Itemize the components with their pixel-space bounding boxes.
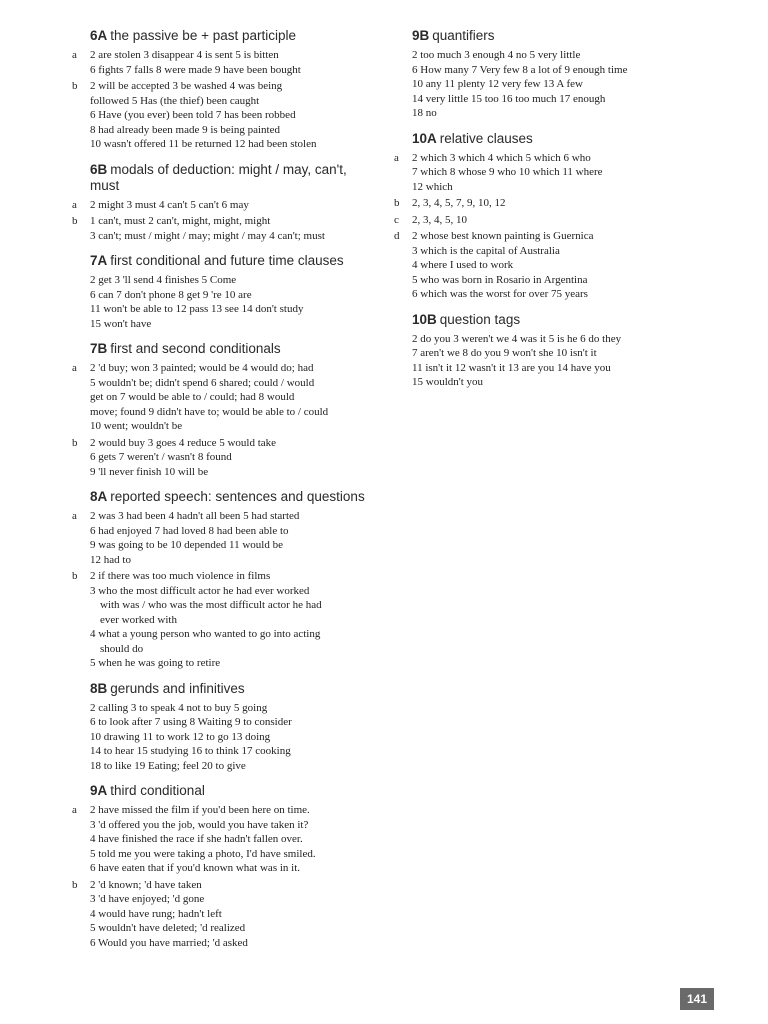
answer-line: with was / who was the most difficult actor he had <box>100 599 322 611</box>
answer-line: 18 no <box>412 107 437 119</box>
answer-line: 2, 3, 4, 5, 10 <box>412 213 467 226</box>
part-label: b <box>72 878 78 891</box>
answer-line: 6 to look after 7 using 8 Waiting 9 to consider <box>90 716 292 728</box>
answer-line: 10 went; wouldn't be <box>90 420 183 432</box>
section-code: 7B <box>90 341 108 356</box>
answer-line: 10 wasn't offered 11 be returned 12 had been stolen <box>90 138 317 150</box>
section-7a <box>72 253 372 331</box>
answer-line: 2 will be accepted 3 be washed 4 was being <box>90 80 283 92</box>
section-title: first conditional and future time clauses <box>110 253 344 268</box>
answer-line: 2 calling 3 to speak 4 not to buy 5 going <box>90 701 268 714</box>
answer-line: 7 which 8 whose 9 who 10 which 11 where <box>412 166 603 178</box>
answer-line: 3 who the most difficult actor he had ever worked <box>90 584 310 597</box>
answer-part <box>394 213 724 228</box>
section-code: 10B <box>412 311 437 327</box>
answer-line: 5 who was born in Rosario in Argentina <box>412 273 588 286</box>
answer-line: 5 wouldn't have deleted; 'd realized <box>90 922 246 934</box>
answer-line: 3 'd offered you the job, would you have taken it? <box>90 818 309 831</box>
section-code: 6B <box>90 161 108 177</box>
part-label: b <box>394 197 400 209</box>
answer-line: ever worked with <box>100 613 177 626</box>
answer-line: 2 have missed the film if you'd been here on time. <box>90 804 310 816</box>
part-label: a <box>72 198 77 211</box>
answer-line: 11 won't be able to 12 pass 13 see 14 don't study <box>90 303 304 315</box>
section-9a <box>72 783 372 950</box>
answer-part <box>394 332 724 390</box>
answer-lines <box>412 196 724 211</box>
section-9b <box>394 28 724 121</box>
answer-line: 12 had to <box>90 553 131 566</box>
answer-line: 6 Have (you ever) been told 7 has been robbed <box>90 109 296 121</box>
answer-line: 2 get 3 'll send 4 finishes 5 Come <box>90 274 237 286</box>
answer-lines <box>90 509 372 567</box>
answer-part <box>394 229 724 302</box>
answer-line: 8 had already been made 9 is being painted <box>90 123 280 136</box>
answer-line: 4 have finished the race if she hadn't fallen over. <box>90 833 303 845</box>
answer-line: 18 to like 19 Eating; feel 20 to give <box>90 759 246 772</box>
answer-line: 4 would have rung; hadn't left <box>90 907 222 920</box>
section-title: third conditional <box>110 783 205 798</box>
section-title: question tags <box>439 311 521 327</box>
part-label: a <box>72 362 77 374</box>
part-label: b <box>72 436 78 449</box>
answer-lines <box>90 361 372 434</box>
answer-lines <box>90 214 372 243</box>
answer-part <box>394 196 724 211</box>
section-heading <box>90 489 372 505</box>
answer-line: 2 are stolen 3 disappear 4 is sent 5 is bitten <box>90 49 279 61</box>
answer-part <box>72 361 372 434</box>
answer-line: 12 which <box>412 180 453 193</box>
section-code: 7A <box>90 253 108 268</box>
right-column <box>394 28 724 400</box>
answer-lines <box>90 48 372 77</box>
answer-line: 6 can 7 don't phone 8 get 9 're 10 are <box>90 288 252 301</box>
answer-lines <box>90 803 372 876</box>
answer-line: 2 might 3 must 4 can't 5 can't 6 may <box>90 198 249 211</box>
answer-part <box>394 151 724 195</box>
section-heading <box>412 312 724 328</box>
section-code: 6A <box>90 28 108 43</box>
answer-line: 2 was 3 had been 4 hadn't all been 5 had started <box>90 510 300 522</box>
answer-part <box>72 198 372 213</box>
answer-line: 5 when he was going to retire <box>90 657 221 669</box>
section-heading <box>90 253 372 269</box>
answer-line: 2 which 3 which 4 which 5 which 6 who <box>412 151 591 164</box>
answer-part <box>72 509 372 567</box>
answer-lines <box>412 332 724 390</box>
answer-line: should do <box>100 642 144 655</box>
answer-part <box>72 701 372 774</box>
section-10b <box>394 312 724 390</box>
answer-line: 7 aren't we 8 do you 9 won't she 10 isn't it <box>412 347 597 359</box>
answer-line: 6 fights 7 falls 8 were made 9 have been bought <box>90 63 301 76</box>
section-title: the passive be + past participle <box>110 28 297 43</box>
answer-line: get on 7 would be able to / could; had 8 would <box>90 391 295 403</box>
answer-line: 5 told me you were taking a photo, I'd have smiled. <box>90 847 316 860</box>
answer-part <box>72 436 372 480</box>
part-label: b <box>72 215 78 227</box>
answer-part <box>72 803 372 876</box>
answer-lines <box>90 198 372 213</box>
answer-line: 2, 3, 4, 5, 7, 9, 10, 12 <box>412 197 506 209</box>
answer-line: 2 would buy 3 goes 4 reduce 5 would take <box>90 436 277 449</box>
section-6a <box>72 28 372 152</box>
answer-line: 15 won't have <box>90 317 152 330</box>
answer-line: 10 drawing 11 to work 12 to go 13 doing <box>90 730 271 743</box>
answer-line: move; found 9 didn't have to; would be able to / could <box>90 405 329 418</box>
part-label: b <box>72 570 78 582</box>
section-heading <box>90 28 372 44</box>
answer-lines <box>90 436 372 480</box>
answer-line: 4 what a young person who wanted to go into acting <box>90 628 321 640</box>
answer-line: 6 Would you have married; 'd asked <box>90 936 248 949</box>
section-code: 9A <box>90 783 108 798</box>
part-label: a <box>72 510 77 522</box>
answer-part <box>72 569 372 671</box>
answer-part <box>72 48 372 77</box>
answer-line: 2 'd buy; won 3 painted; would be 4 would do; had <box>90 362 314 374</box>
answer-line: 2 'd known; 'd have taken <box>90 878 202 891</box>
answer-lines <box>90 878 372 951</box>
answer-lines <box>90 701 372 774</box>
section-title: modals of deduction: might / may, can't, must <box>90 161 347 193</box>
answer-lines <box>412 151 724 195</box>
section-heading <box>412 131 724 147</box>
answer-lines <box>90 569 372 671</box>
answer-line: 6 which was the worst for over 75 years <box>412 288 588 300</box>
section-title: quantifiers <box>432 28 495 43</box>
answer-line: 4 where I used to work <box>412 259 514 271</box>
answer-lines <box>412 48 724 121</box>
answer-line: 2 too much 3 enough 4 no 5 very little <box>412 49 581 61</box>
answer-line: 2 whose best known painting is Guernica <box>412 230 594 242</box>
answer-part <box>72 273 372 331</box>
section-heading <box>412 28 724 44</box>
answer-line: 6 have eaten that if you'd known what was in it. <box>90 862 301 874</box>
part-label: a <box>72 49 77 61</box>
page-number: 141 <box>680 988 714 1010</box>
answer-line: 9 'll never finish 10 will be <box>90 465 209 478</box>
section-6b <box>72 162 372 244</box>
section-heading <box>90 783 372 799</box>
left-column <box>72 28 372 960</box>
answer-line: 6 How many 7 Very few 8 a lot of 9 enough time <box>412 63 628 76</box>
section-code: 9B <box>412 28 430 43</box>
answer-line: 6 gets 7 weren't / wasn't 8 found <box>90 451 232 463</box>
answer-line: 15 wouldn't you <box>412 376 484 388</box>
answer-line: 3 can't; must / might / may; might / may 4 can't; must <box>90 229 325 242</box>
answer-part <box>72 878 372 951</box>
section-heading <box>90 341 372 357</box>
answer-line: 10 any 11 plenty 12 very few 13 A few <box>412 78 583 90</box>
answer-line: 3 which is the capital of Australia <box>412 244 560 257</box>
section-code: 8A <box>90 489 108 504</box>
section-title: reported speech: sentences and questions <box>110 489 365 504</box>
answer-lines <box>90 273 372 331</box>
section-code: 8B <box>90 680 108 696</box>
answer-lines <box>90 79 372 152</box>
answer-line: 5 wouldn't be; didn't spend 6 shared; could / would <box>90 376 315 389</box>
answer-lines <box>412 213 724 228</box>
section-heading <box>90 681 372 697</box>
part-label: a <box>394 151 399 164</box>
section-heading <box>90 162 372 194</box>
answer-line: 2 do you 3 weren't we 4 was it 5 is he 6 do they <box>412 332 622 345</box>
answer-part <box>72 214 372 243</box>
section-title: gerunds and infinitives <box>110 680 245 696</box>
section-7b <box>72 341 372 479</box>
answer-line: 1 can't, must 2 can't, might, might, might <box>90 215 271 227</box>
section-8b <box>72 681 372 774</box>
answer-lines <box>412 229 724 302</box>
section-title: first and second conditionals <box>110 341 281 356</box>
part-label: b <box>72 80 78 92</box>
part-label: a <box>72 804 77 816</box>
section-8a <box>72 489 372 671</box>
section-code: 10A <box>412 130 437 146</box>
answer-part <box>394 48 724 121</box>
answer-line: 9 was going to be 10 depended 11 would be <box>90 539 283 551</box>
part-label: d <box>394 230 400 242</box>
section-10a <box>394 131 724 302</box>
answer-line: 14 to hear 15 studying 16 to think 17 cooking <box>90 745 291 757</box>
answer-line: 11 isn't it 12 wasn't it 13 are you 14 have you <box>412 361 611 374</box>
answer-line: 14 very little 15 too 16 too much 17 enough <box>412 92 606 105</box>
answer-line: 6 had enjoyed 7 had loved 8 had been able to <box>90 524 289 537</box>
part-label: c <box>394 213 399 226</box>
answer-line: followed 5 Has (the thief) been caught <box>90 94 260 107</box>
answer-part <box>72 79 372 152</box>
answer-line: 3 'd have enjoyed; 'd gone <box>90 893 205 905</box>
section-title: relative clauses <box>439 130 533 146</box>
answer-line: 2 if there was too much violence in films <box>90 570 271 582</box>
